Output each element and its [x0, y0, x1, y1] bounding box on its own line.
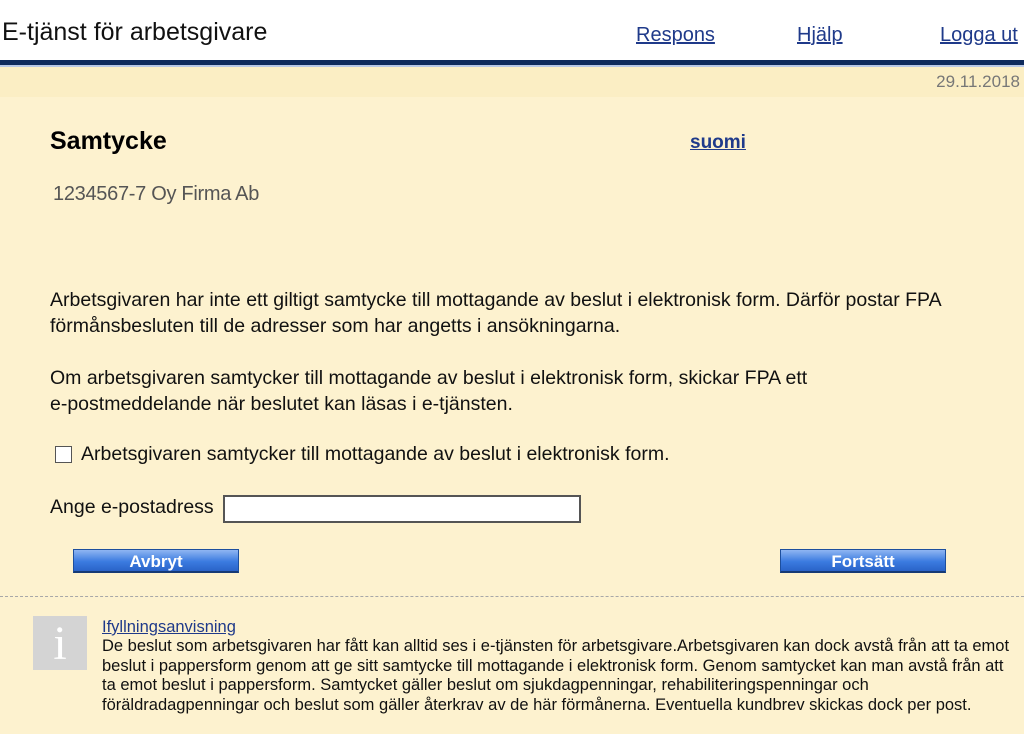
continue-button[interactable]: Fortsätt	[780, 549, 946, 573]
cancel-button[interactable]: Avbryt	[73, 549, 239, 573]
language-link-finnish[interactable]: suomi	[690, 132, 746, 153]
instructions-link[interactable]: Ifyllningsanvisning	[102, 618, 236, 636]
email-input[interactable]	[223, 495, 581, 523]
info-paragraph-1: Arbetsgivaren har inte ett giltigt samtycke till mottagande av beslut i elektronisk form. Därför postar FPA förmånsbesluten till de adresser som har angetts i ansökningarna.	[50, 289, 941, 337]
consent-checkbox[interactable]	[55, 446, 72, 463]
info-paragraph-2: Om arbetsgivaren samtycker till mottagande av beslut i elektronisk form, skickar FPA ett e-postmeddelande när beslutet kan läsas i e-tjänsten.	[50, 367, 808, 415]
email-label: Ange e-postadress	[50, 496, 214, 518]
company-id: 1234567-7 Oy Firma Ab	[53, 183, 260, 205]
info-icon: i	[33, 616, 87, 670]
current-date: 29.11.2018	[936, 72, 1020, 91]
app-title: E-tjänst för arbetsgivare	[2, 18, 268, 46]
consent-checkbox-label[interactable]: Arbetsgivaren samtycker till mottagande av beslut i elektronisk form.	[81, 443, 670, 465]
help-link[interactable]: Hjälp	[797, 24, 843, 46]
logout-link[interactable]: Logga ut	[940, 24, 1018, 46]
feedback-link[interactable]: Respons	[636, 24, 715, 46]
date-bar	[0, 67, 1024, 97]
section-divider	[0, 596, 1024, 597]
header-bar	[0, 0, 1024, 60]
instructions-text: De beslut som arbetsgivaren har fått kan alltid ses i e-tjänsten för arbetsgivare.Arbetsgivaren kan dock avstå från att ta emot beslut i pappersform genom att ge sitt samtycke till mottagande i elektronisk form. Genom samtycket kan man avstå från att ta emot beslut i pappersform. Samtycket gäller beslut om sjukdagpenningar, rehabiliteringspenningar och föräldradagpenningar och beslut som gäller återkrav av de här förmånerna. Eventuella kundbrev skickas dock per post.	[102, 637, 1010, 714]
page-title: Samtycke	[50, 127, 167, 155]
